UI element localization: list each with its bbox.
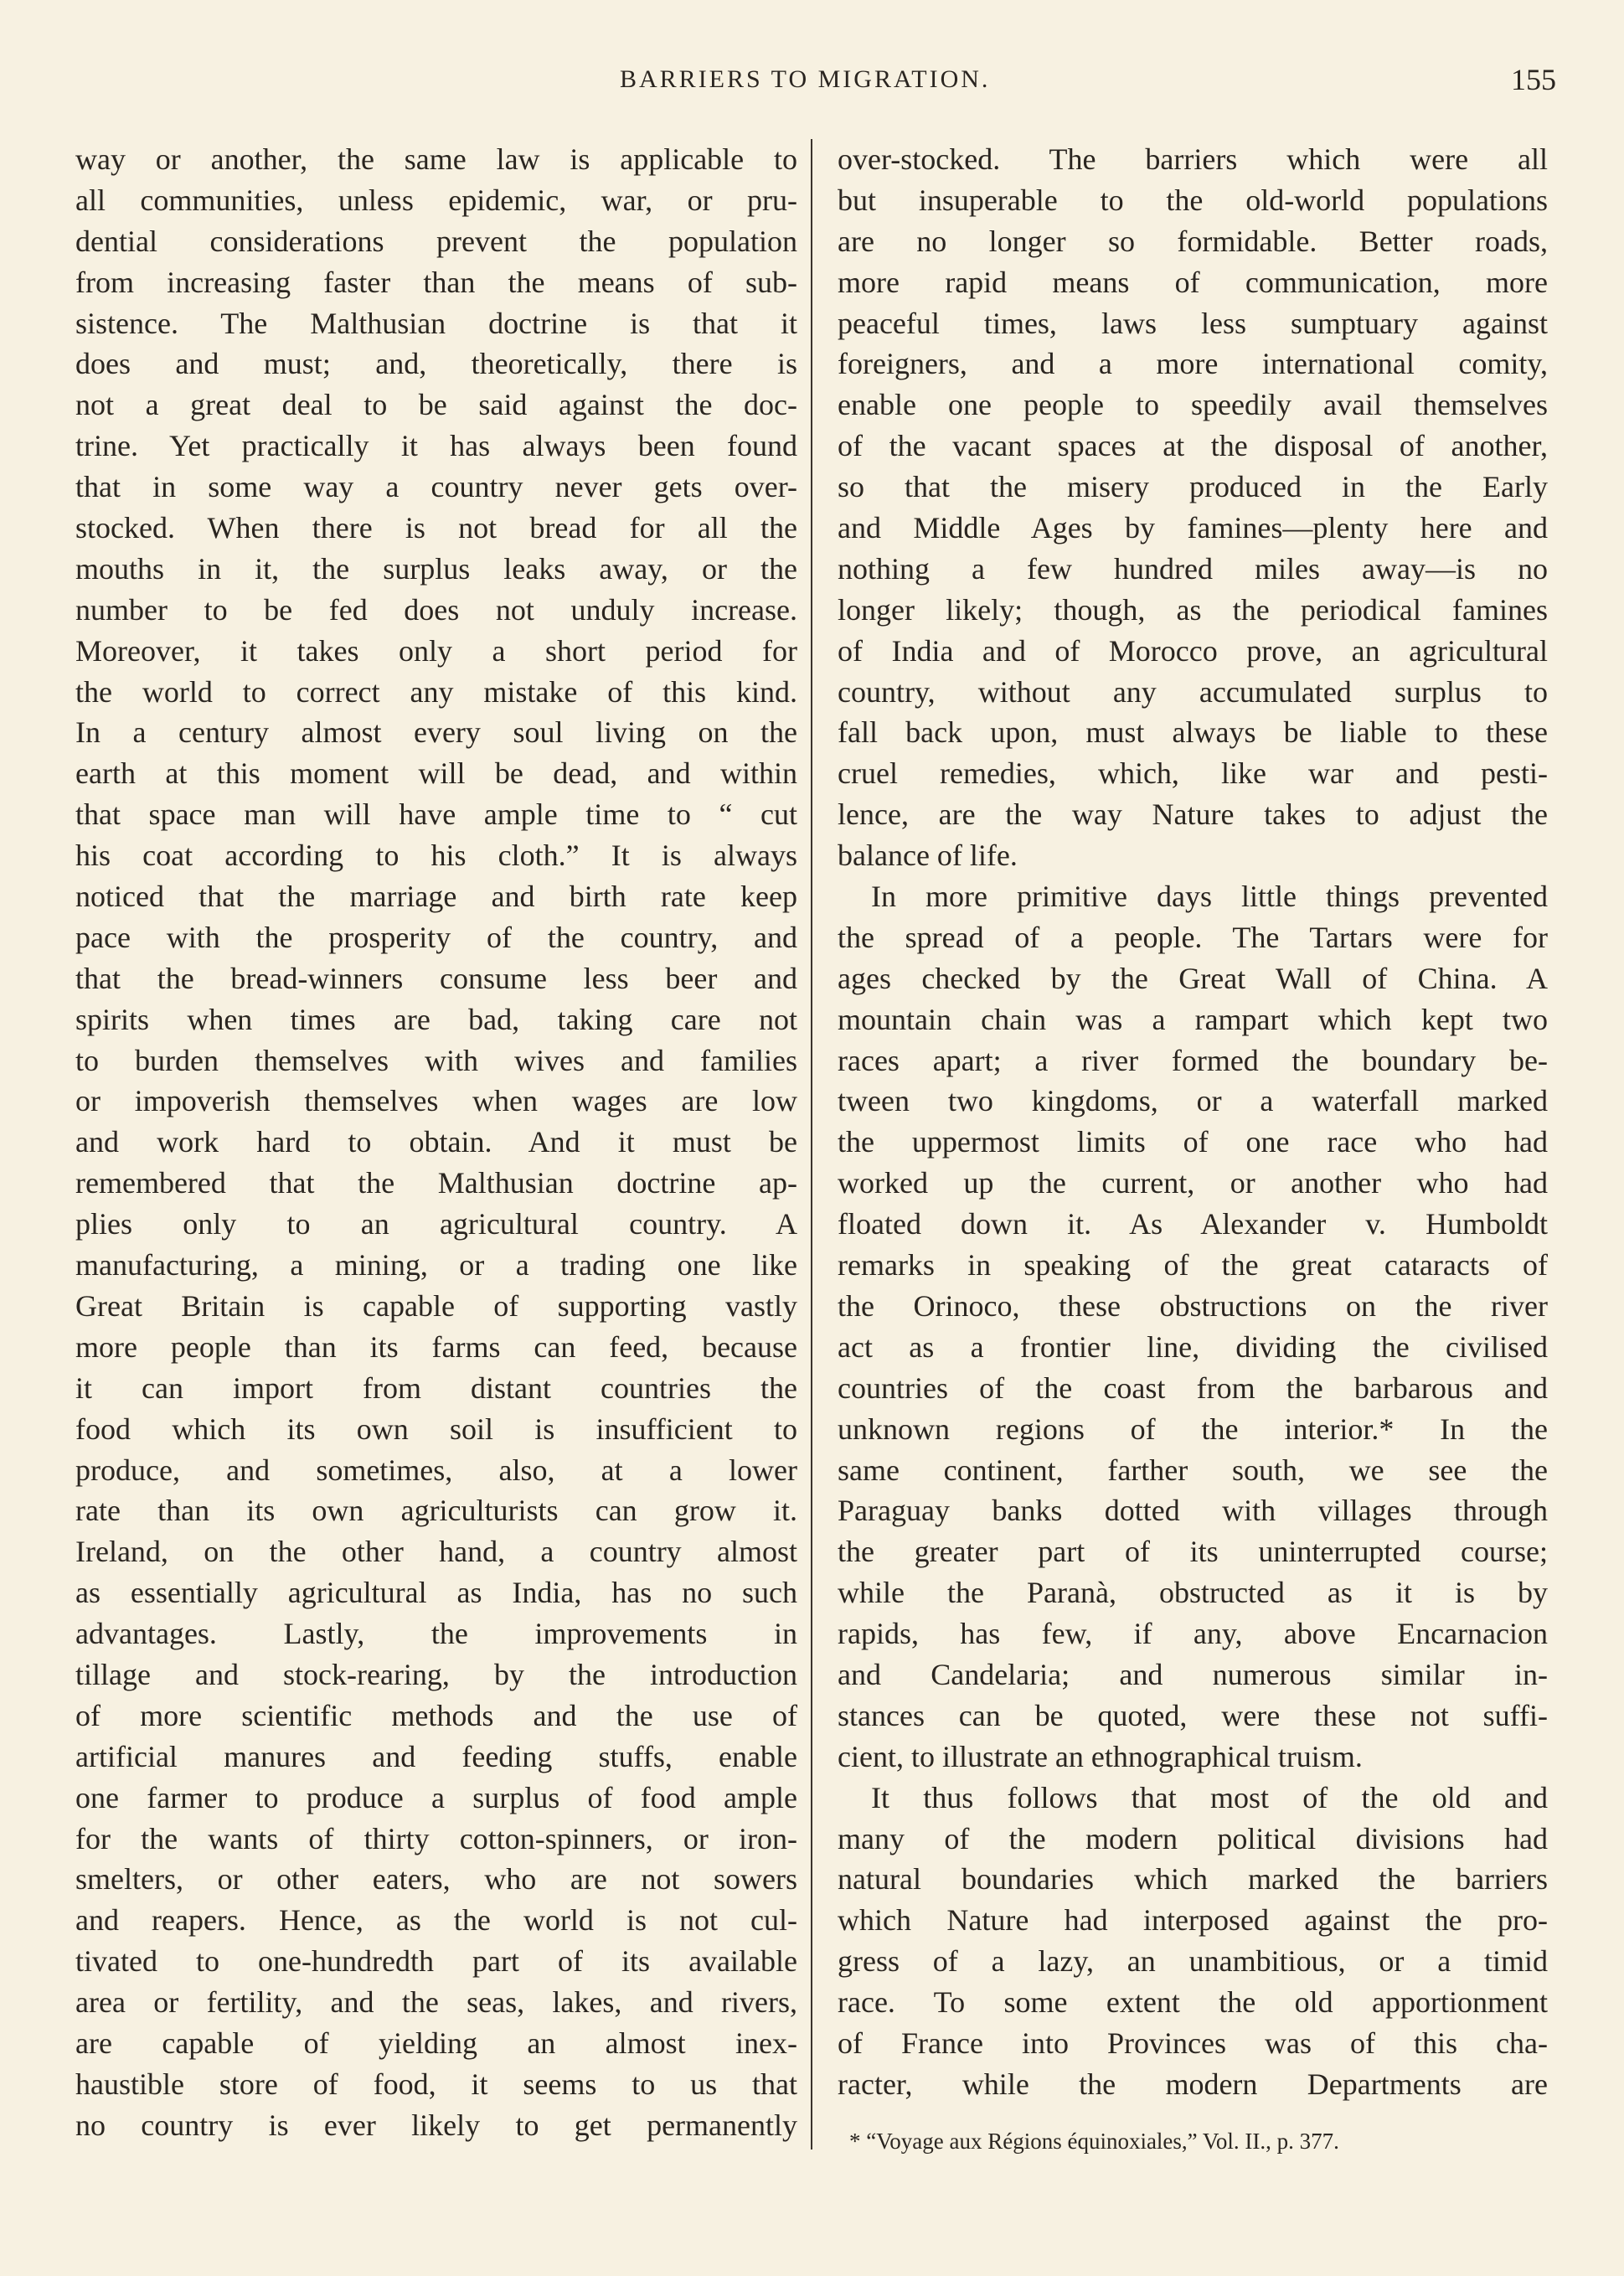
column-divider [811, 139, 812, 2150]
text-line: worked up the current, or another who had [838, 1166, 1548, 1200]
running-head: BARRIERS TO MIGRATION. [620, 65, 991, 93]
text-line: foreigners, and a more international comity, [838, 347, 1548, 381]
text-line: cient, to illustrate an ethnographical truism. [838, 1739, 1363, 1773]
text-line: that in some way a country never gets over- [75, 470, 797, 504]
text-line: the Orinoco, these obstructions on the river [838, 1288, 1548, 1323]
text-line: spirits when times are bad, taking care not [75, 1002, 797, 1036]
text-line: for the wants of thirty cotton-spinners, or iron- [75, 1821, 797, 1855]
text-line: from increasing faster than the means of sub- [75, 265, 797, 299]
text-line: over-stocked. The barriers which were all [838, 142, 1548, 176]
text-line: area or fertility, and the seas, lakes, and rivers, [75, 1985, 797, 2020]
text-line: as essentially agricultural as India, has no such [75, 1576, 797, 1610]
text-line: are no longer so formidable. Better roads, [838, 224, 1548, 258]
text-line: lence, are the way Nature takes to adjust the [838, 797, 1548, 832]
left-column [75, 139, 797, 2146]
text-line: countries of the coast from the barbarous and [838, 1370, 1548, 1405]
text-line: and Middle Ages by famines—plenty here and [838, 511, 1548, 545]
text-line: It thus follows that most of the old and [871, 1780, 1548, 1814]
text-line: mouths in it, the surplus leaks away, or the [75, 551, 797, 586]
text-line: peaceful times, laws less sumptuary against [838, 306, 1548, 340]
text-line: Moreover, it takes only a short period for [75, 633, 797, 668]
text-line: while the Paranà, obstructed as it is by [838, 1576, 1548, 1610]
text-line: does and must; and, theoretically, there is [75, 347, 797, 381]
text-line: ages checked by the Great Wall of China. A [838, 961, 1548, 995]
text-line: and Candelaria; and numerous similar in- [838, 1657, 1548, 1691]
page-number: 155 [1511, 63, 1556, 96]
footnote: * “Voyage aux Régions équinoxiales,” Vol. II., p. 377. [849, 2129, 1339, 2154]
text-line: rapids, has few, if any, above Encarnacion [838, 1617, 1548, 1651]
text-line: pace with the prosperity of the country, and [75, 920, 797, 954]
text-line: races apart; a river formed the boundary be- [838, 1043, 1548, 1077]
text-line: food which its own soil is insufficient to [75, 1412, 797, 1446]
text-line: one farmer to produce a surplus of food ample [75, 1780, 797, 1814]
text-line: Great Britain is capable of supporting vastly [75, 1288, 797, 1323]
text-line: more rapid means of communication, more [838, 265, 1548, 299]
text-line: stances can be quoted, were these not suffi- [838, 1698, 1548, 1732]
text-line: it can import from distant countries the [75, 1370, 797, 1405]
text-line: stocked. When there is not bread for all the [75, 511, 797, 545]
text-line: tween two kingdoms, or a waterfall marked [838, 1084, 1548, 1118]
text-line: plies only to an agricultural country. A [75, 1207, 797, 1241]
text-line: tillage and stock-rearing, by the introduction [75, 1657, 797, 1691]
text-line: floated down it. As Alexander v. Humboldt [838, 1207, 1548, 1241]
text-line: nothing a few hundred miles away—is no [838, 551, 1548, 586]
text-line: tivated to one-hundredth part of its available [75, 1944, 797, 1979]
text-line: to burden themselves with wives and families [75, 1043, 797, 1077]
text-line: noticed that the marriage and birth rate keep [75, 880, 797, 914]
text-line: cruel remedies, which, like war and pesti- [838, 756, 1548, 791]
text-line: Ireland, on the other hand, a country almost [75, 1535, 797, 1569]
text-line: the uppermost limits of one race who had [838, 1125, 1548, 1159]
text-line: gress of a lazy, an unambitious, or a timid [838, 1944, 1548, 1979]
page-header [620, 65, 1556, 107]
text-line: Paraguay banks dotted with villages through [838, 1494, 1548, 1528]
text-line: sistence. The Malthusian doctrine is that it [75, 306, 797, 340]
text-line: produce, and sometimes, also, at a lower [75, 1453, 797, 1487]
text-line: but insuperable to the old-world populations [838, 183, 1548, 217]
text-line: of India and of Morocco prove, an agricultural [838, 633, 1548, 668]
text-line: not a great deal to be said against the doc- [75, 388, 797, 422]
text-line: which Nature had interposed against the pro- [838, 1903, 1548, 1938]
text-line: mountain chain was a rampart which kept two [838, 1002, 1548, 1036]
text-line: fall back upon, must always be liable to these [838, 715, 1548, 750]
text-line: of the vacant spaces at the disposal of another, [838, 429, 1548, 463]
text-line: are capable of yielding an almost inex- [75, 2026, 797, 2060]
text-line: manufacturing, a mining, or a trading one like [75, 1248, 797, 1283]
text-line: remembered that the Malthusian doctrine ap- [75, 1166, 797, 1200]
text-line: so that the misery produced in the Early [838, 470, 1548, 504]
text-line: number to be fed does not unduly increase. [75, 592, 797, 627]
text-line: racter, while the modern Departments are [838, 2067, 1548, 2101]
text-line: of more scientific methods and the use of [75, 1698, 797, 1732]
text-line: and reapers. Hence, as the world is not cul- [75, 1903, 797, 1938]
text-line: act as a frontier line, dividing the civilised [838, 1329, 1548, 1364]
text-line: more people than its farms can feed, because [75, 1329, 797, 1364]
text-line: the world to correct any mistake of this kind. [75, 674, 797, 709]
text-line: remarks in speaking of the great cataracts of [838, 1248, 1548, 1283]
text-line: rate than its own agriculturists can grow it. [75, 1494, 797, 1528]
text-line: In a century almost every soul living on the [75, 715, 797, 750]
text-line: natural boundaries which marked the barriers [838, 1862, 1548, 1897]
text-line: longer likely; though, as the periodical famines [838, 592, 1548, 627]
text-line: the greater part of its uninterrupted course; [838, 1535, 1548, 1569]
text-line: no country is ever likely to get permanently [75, 2108, 797, 2142]
text-line: haustible store of food, it seems to us that [75, 2067, 797, 2101]
text-line: race. To some extent the old apportionment [838, 1985, 1548, 2020]
text-line: enable one people to speedily avail themselves [838, 388, 1548, 422]
text-line: his coat according to his cloth.” It is always [75, 839, 797, 873]
text-line: same continent, farther south, we see the [838, 1453, 1548, 1487]
text-line: country, without any accumulated surplus to [838, 674, 1548, 709]
text-line: artificial manures and feeding stuffs, enable [75, 1739, 797, 1773]
text-line: advantages. Lastly, the improvements in [75, 1617, 797, 1651]
text-line: that the bread-winners consume less beer and [75, 961, 797, 995]
text-line: In more primitive days little things prevented [871, 880, 1548, 914]
text-line: earth at this moment will be dead, and within [75, 756, 797, 791]
text-line: balance of life. [838, 839, 1018, 873]
text-line: unknown regions of the interior.* In the [838, 1412, 1548, 1446]
text-line: and work hard to obtain. And it must be [75, 1125, 797, 1159]
text-line: way or another, the same law is applicable to [75, 142, 797, 176]
text-line: dential considerations prevent the population [75, 224, 797, 258]
text-line: or impoverish themselves when wages are low [75, 1084, 797, 1118]
right-column [838, 139, 1548, 2105]
text-line: all communities, unless epidemic, war, or pru- [75, 183, 797, 217]
text-line: the spread of a people. The Tartars were for [838, 920, 1548, 954]
text-line: of France into Provinces was of this cha- [838, 2026, 1548, 2060]
text-line: that space man will have ample time to “ cut [75, 797, 797, 832]
text-line: many of the modern political divisions had [838, 1821, 1548, 1855]
text-line: trine. Yet practically it has always been found [75, 429, 797, 463]
text-line: smelters, or other eaters, who are not sowers [75, 1862, 797, 1897]
